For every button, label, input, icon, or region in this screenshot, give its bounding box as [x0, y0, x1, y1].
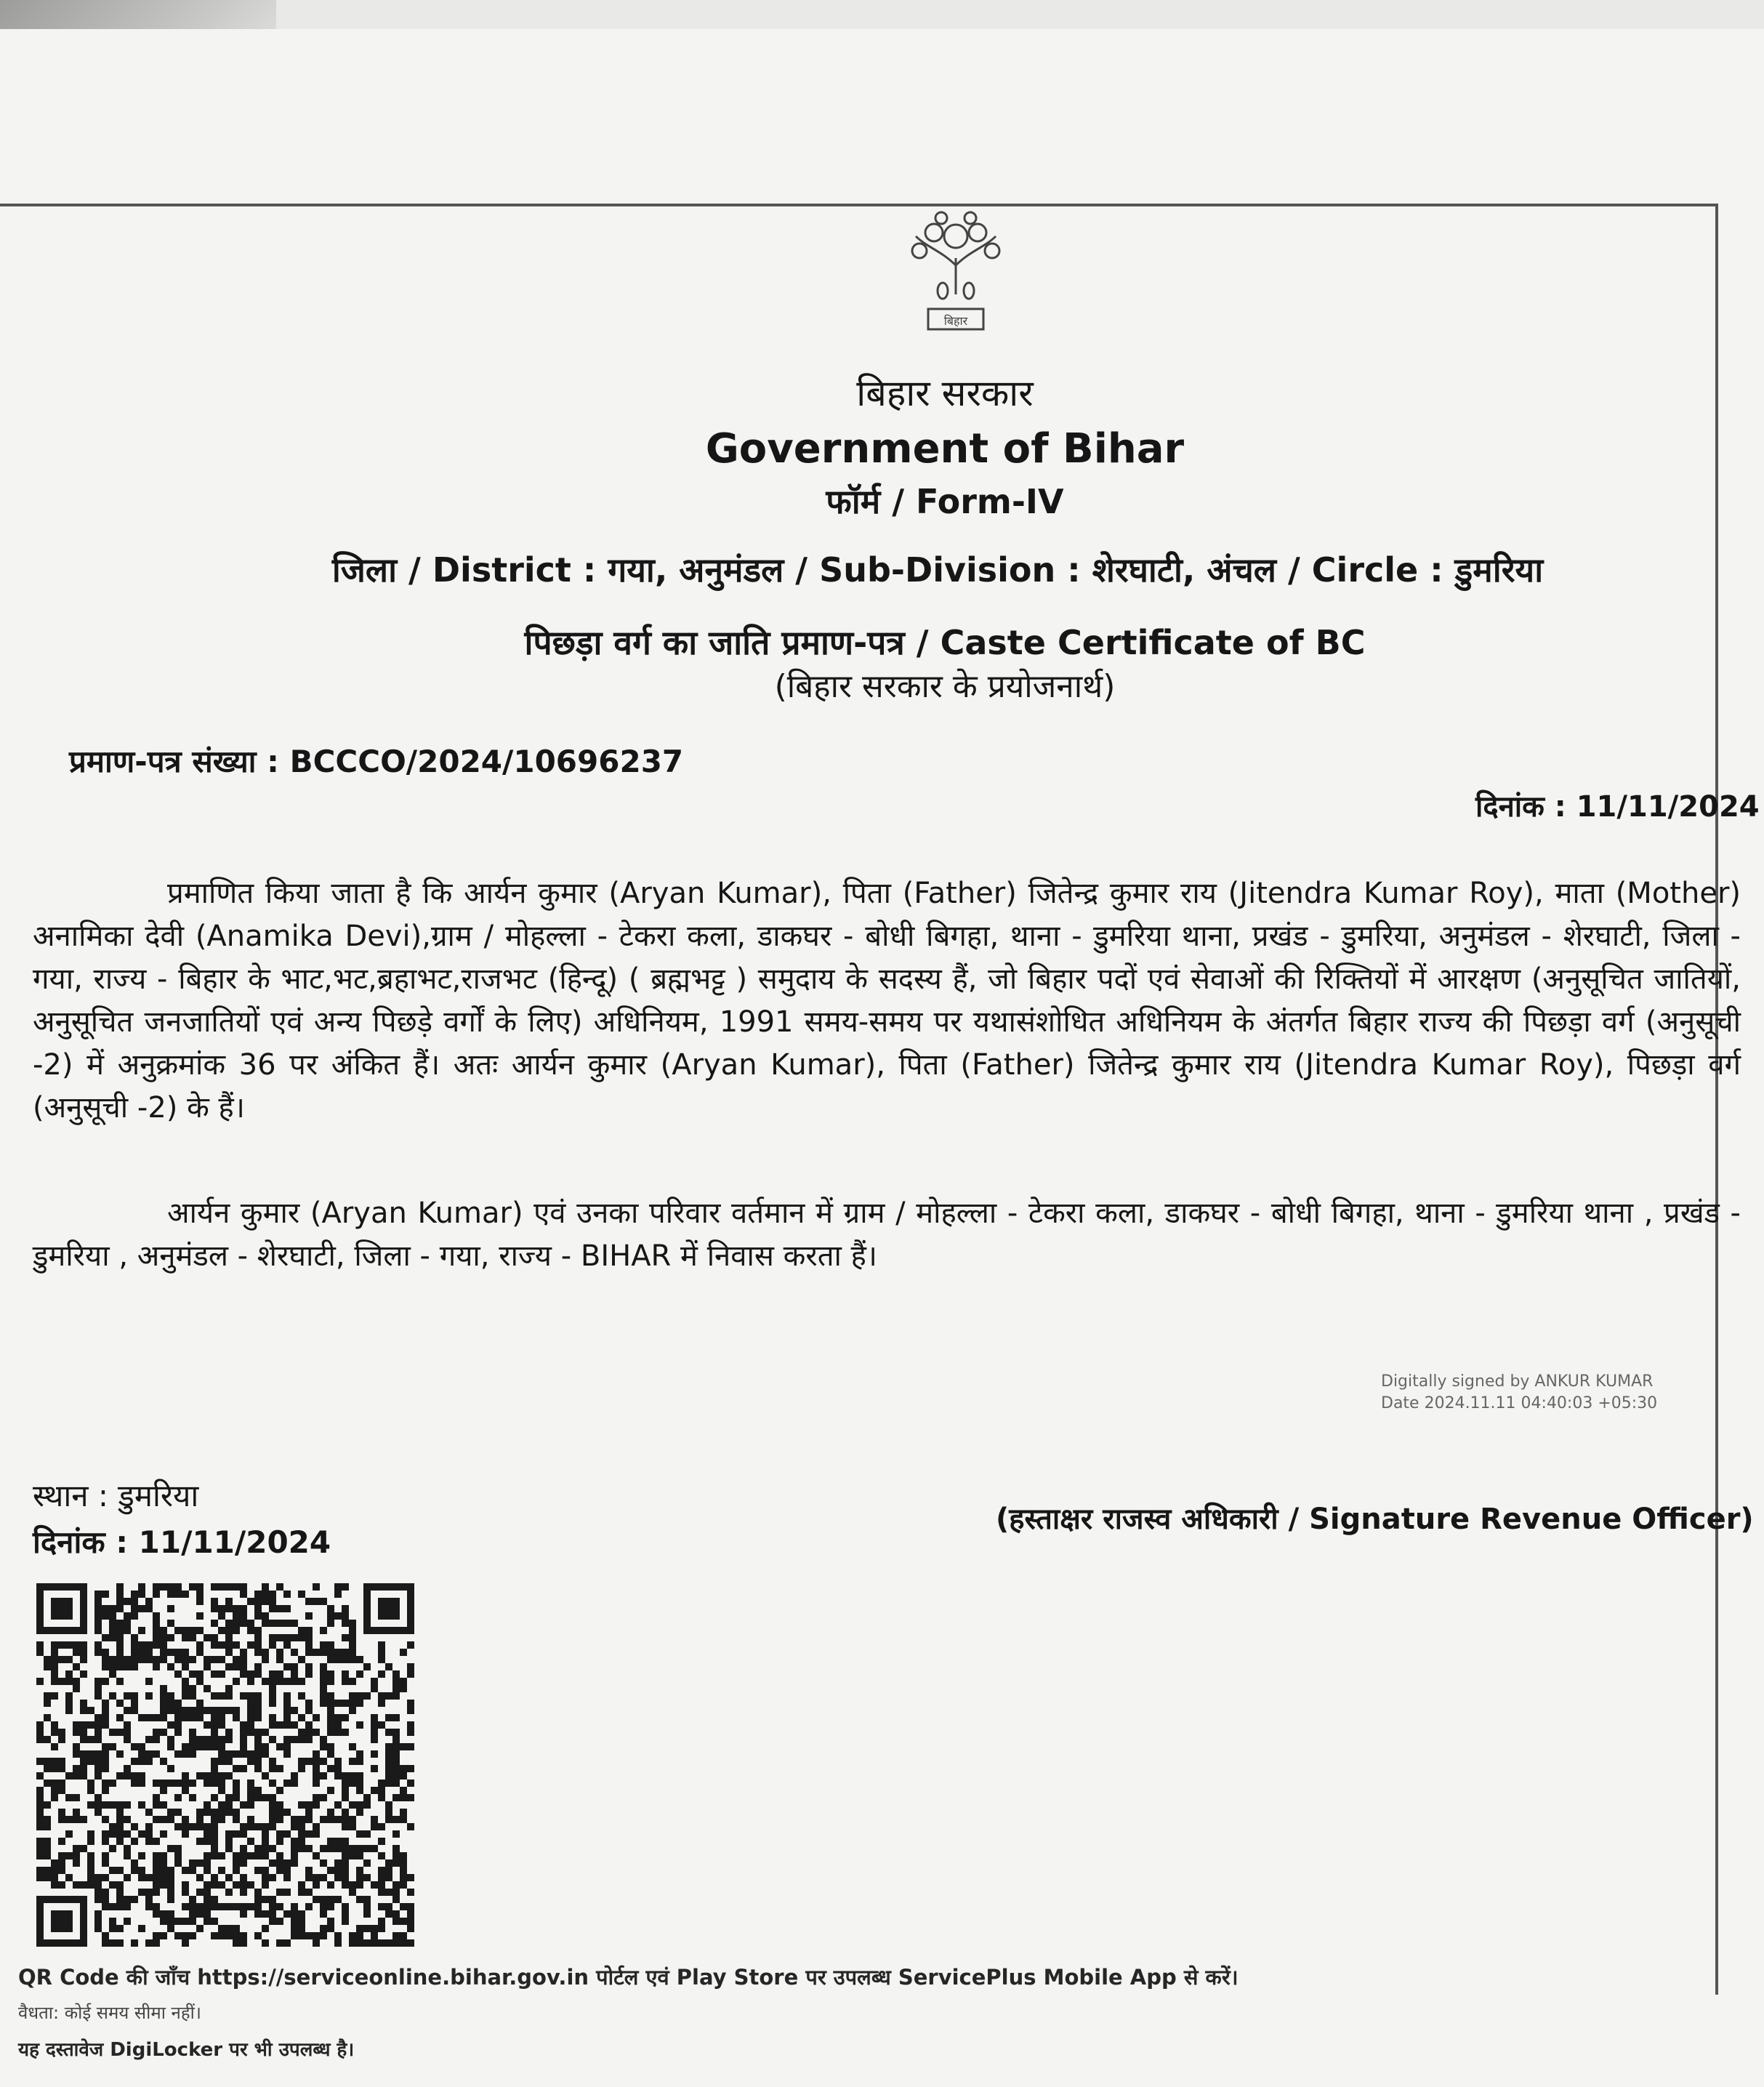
- government-title: Government of Bihar: [705, 425, 1185, 473]
- residence-paragraph: आर्यन कुमार (Aryan Kumar) एवं उनका परिवार वर्तमान में ग्राम / मोहल्ला - टेकरा कला, डाकघर - बोधी बिगहा, थाना - डुमरिया थाना , प्रखंड - डुमरिया , अनुमंडल - शेरघाटी, जिला - गया, राज्य - BIHAR में निवास करता हैं।: [33, 1197, 1741, 1273]
- svg-text:बिहार: बिहार: [943, 314, 968, 328]
- signature-label: (हस्ताक्षर राजस्व अधिकारी / Signature Revenue Officer): [996, 1503, 1754, 1536]
- footer-digilocker: यह दस्तावेज DigiLocker पर भी उपलब्ध है।: [18, 2039, 355, 2061]
- purpose-line: (बिहार सरकार के प्रयोजनार्थ): [774, 668, 1116, 705]
- qr-code-icon: [36, 1583, 414, 1947]
- digital-signature-date: Date 2024.11.11 04:40:03 +05:30: [1381, 1394, 1658, 1412]
- location-line: जिला / District : गया, अनुमंडल / Sub-Division : शेरघाटी, अंचल / Circle : डुमरिया: [331, 550, 1544, 590]
- certificate-number: प्रमाण-पत्र संख्या : BCCCO/2024/10696237: [69, 744, 684, 779]
- issue-place: स्थान : डुमरिया: [33, 1478, 199, 1513]
- hindi-title: बिहार सरकार: [856, 372, 1034, 414]
- bihar-emblem-icon: [883, 207, 1028, 338]
- issue-date: दिनांक : 11/11/2024: [33, 1524, 331, 1560]
- footer-validity: वैधता: कोई समय सीमा नहीं।: [18, 2003, 201, 2023]
- form-number: फॉर्म / Form-IV: [826, 482, 1064, 521]
- certification-paragraph: प्रमाणित किया जाता है कि आर्यन कुमार (Aryan Kumar), पिता (Father) जितेन्द्र कुमार राय (Jitendra Kumar Roy), माता (Mother) अनामिका देवी (Anamika Devi),ग्राम / मोहल्ला - टेकरा कला, डाकघर - बोधी बिगहा, थाना - डुमरिया थाना, प्रखंड - डुमरिया, अनुमंडल - शेरघाटी, जिला - गया, राज्य - बिहार के भाट,भट,ब्रहाभट,राजभट (हिन्दू) ( ब्रह्मभट्ट ) समुदाय के सदस्य हैं, जो बिहार पदों एवं सेवाओं की रिक्तियों में आरक्षण (अनुसूचित जातियों, अनुसूचित जनजातियों एवं अन्य पिछड़े वर्गों के लिए) अधिनियम, 1991 समय-समय पर यथासंशोधित अधिनियम के अंतर्गत बिहार राज्य की पिछड़ा वर्ग (अनुसूची -2) में अनुक्रमांक 36 पर अंकित हैं। अतः आर्यन कुमार (Aryan Kumar), पिता (Father) जितेन्द्र कुमार राय (Jitendra Kumar Roy), पिछड़ा वर्ग (अनुसूची -2) के हैं।: [33, 877, 1741, 1125]
- footer-qr-verification: QR Code की जाँच https://serviceonline.bihar.gov.in पोर्टल एवं Play Store पर उपलब्ध ServicePlus Mobile App से करें।: [18, 1965, 1239, 1990]
- digital-signature-name: Digitally signed by ANKUR KUMAR: [1381, 1372, 1654, 1391]
- certificate-date: दिनांक : 11/11/2024: [1475, 790, 1760, 824]
- certificate-title: पिछड़ा वर्ग का जाति प्रमाण-पत्र / Caste Certificate of BC: [524, 623, 1366, 662]
